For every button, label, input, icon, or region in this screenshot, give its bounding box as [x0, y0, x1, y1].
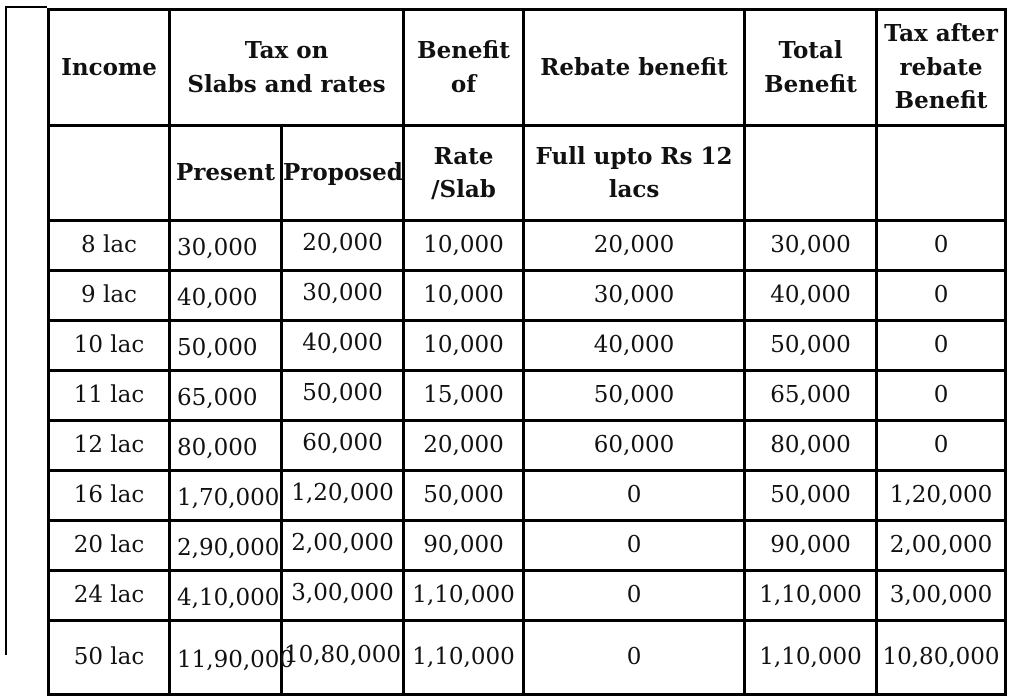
cell-rebate: 0: [524, 521, 745, 571]
subheader-present: [170, 126, 282, 221]
cell-proposed: 60,000: [282, 421, 404, 471]
table-row: [49, 371, 1006, 421]
header-benefit-of: [404, 10, 524, 126]
cell-rebate: 20,000: [524, 221, 745, 271]
cell-rebate: 0: [524, 621, 745, 695]
cell-rate-slab: 20,000: [404, 421, 524, 471]
table-row: [49, 621, 1006, 695]
cell-rate-slab: 10,000: [404, 271, 524, 321]
subheader-full-upto-line2: lacs: [608, 176, 660, 203]
cell-income: 8 lac: [49, 221, 170, 271]
cell-rebate: 30,000: [524, 271, 745, 321]
cell-rebate: 60,000: [524, 421, 745, 471]
cell-tax-after-rebate: 0: [877, 321, 1006, 371]
subheader-rate-line1: Rate: [433, 142, 494, 170]
cell-rate-slab: 90,000: [404, 521, 524, 571]
cell-rebate: 0: [524, 571, 745, 621]
cell-rate-slab: 15,000: [404, 371, 524, 421]
header-tax-on-line2: Slabs and rates: [187, 70, 386, 98]
cell-tax-after-rebate: 0: [877, 421, 1006, 471]
cell-present: 4,10,000: [170, 571, 282, 621]
header-tax-after-rebate: [877, 10, 1006, 126]
header-tax-after-line3: Benefit: [894, 87, 988, 115]
cell-tax-after-rebate: 10,80,000: [877, 621, 1006, 695]
header-income: [49, 10, 170, 126]
cell-income: 10 lac: [49, 321, 170, 371]
cell-proposed: 30,000: [282, 271, 404, 321]
cell-present: 30,000: [170, 221, 282, 271]
cell-rebate: 0: [524, 471, 745, 521]
header-row: [49, 10, 1006, 126]
subheader-full-upto: [524, 126, 745, 221]
cell-present: 2,90,000: [170, 521, 282, 571]
subheader-tax-after-empty: [877, 126, 1006, 221]
cell-income: 9 lac: [49, 271, 170, 321]
cell-total-benefit: 1,10,000: [745, 621, 877, 695]
cell-rate-slab: 10,000: [404, 221, 524, 271]
header-total-benefit-line2: Benefit: [764, 70, 857, 98]
cell-rebate: 50,000: [524, 371, 745, 421]
cell-rate-slab: 10,000: [404, 321, 524, 371]
cell-proposed: 50,000: [282, 371, 404, 421]
tax-comparison-table: [47, 8, 1007, 696]
subheader-present-label: Present: [176, 159, 275, 187]
subheader-rate-slab: [404, 126, 524, 221]
header-tax-on-line1: Tax on: [244, 37, 329, 65]
cell-rate-slab: 1,10,000: [404, 571, 524, 621]
subheader-income-empty: [49, 126, 170, 221]
header-tax-after-line2: rebate: [899, 53, 983, 81]
subheader-row: [49, 126, 1006, 221]
cell-tax-after-rebate: 3,00,000: [877, 571, 1006, 621]
cell-proposed: 1,20,000: [282, 471, 404, 521]
table-row: [49, 521, 1006, 571]
header-income-label: Income: [61, 53, 157, 81]
cell-proposed: 40,000: [282, 321, 404, 371]
cell-proposed: 10,80,000: [282, 621, 404, 695]
table-row: [49, 271, 1006, 321]
cell-total-benefit: 65,000: [745, 371, 877, 421]
cell-tax-after-rebate: 1,20,000: [877, 471, 1006, 521]
cell-total-benefit: 40,000: [745, 271, 877, 321]
cell-income: 11 lac: [49, 371, 170, 421]
cell-total-benefit: 30,000: [745, 221, 877, 271]
header-benefit-of-line1: Benefit: [417, 37, 510, 65]
cell-proposed: 2,00,000: [282, 521, 404, 571]
cell-proposed: 3,00,000: [282, 571, 404, 621]
cell-income: 50 lac: [49, 621, 170, 695]
table-row: [49, 321, 1006, 371]
page-left-border: [5, 6, 7, 655]
cell-present: 40,000: [170, 271, 282, 321]
cell-income: 20 lac: [49, 521, 170, 571]
cell-tax-after-rebate: 2,00,000: [877, 521, 1006, 571]
cell-present: 80,000: [170, 421, 282, 471]
subheader-proposed: [282, 126, 404, 221]
cell-total-benefit: 50,000: [745, 321, 877, 371]
cell-present: 1,70,000: [170, 471, 282, 521]
cell-rate-slab: 1,10,000: [404, 621, 524, 695]
cell-income: 24 lac: [49, 571, 170, 621]
cell-income: 12 lac: [49, 421, 170, 471]
header-rebate-benefit-label: Rebate benefit: [540, 53, 728, 81]
header-rebate-benefit: [524, 10, 745, 126]
header-benefit-of-line2: of: [450, 70, 477, 98]
cell-tax-after-rebate: 0: [877, 371, 1006, 421]
cell-proposed: 20,000: [282, 221, 404, 271]
header-tax-on-slabs: [170, 10, 404, 126]
header-tax-after-line1: Tax after: [884, 20, 998, 48]
cell-rebate: 40,000: [524, 321, 745, 371]
cell-tax-after-rebate: 0: [877, 271, 1006, 321]
table-row: [49, 471, 1006, 521]
cell-present: 50,000: [170, 321, 282, 371]
cell-present: 65,000: [170, 371, 282, 421]
cell-income: 16 lac: [49, 471, 170, 521]
header-total-benefit: [745, 10, 877, 126]
cell-total-benefit: 90,000: [745, 521, 877, 571]
table-row: [49, 421, 1006, 471]
subheader-total-empty: [745, 126, 877, 221]
header-total-benefit-line1: Total: [778, 37, 843, 65]
subheader-full-upto-line1: Full upto Rs 12: [535, 142, 733, 170]
cell-rate-slab: 50,000: [404, 471, 524, 521]
subheader-proposed-label: Proposed: [283, 159, 403, 187]
cell-total-benefit: 80,000: [745, 421, 877, 471]
page-top-border: [5, 6, 47, 8]
cell-tax-after-rebate: 0: [877, 221, 1006, 271]
cell-total-benefit: 1,10,000: [745, 571, 877, 621]
cell-total-benefit: 50,000: [745, 471, 877, 521]
cell-present: 11,90,000: [170, 621, 282, 695]
table-row: [49, 571, 1006, 621]
subheader-rate-line2: /Slab: [431, 176, 496, 203]
table-row: [49, 221, 1006, 271]
